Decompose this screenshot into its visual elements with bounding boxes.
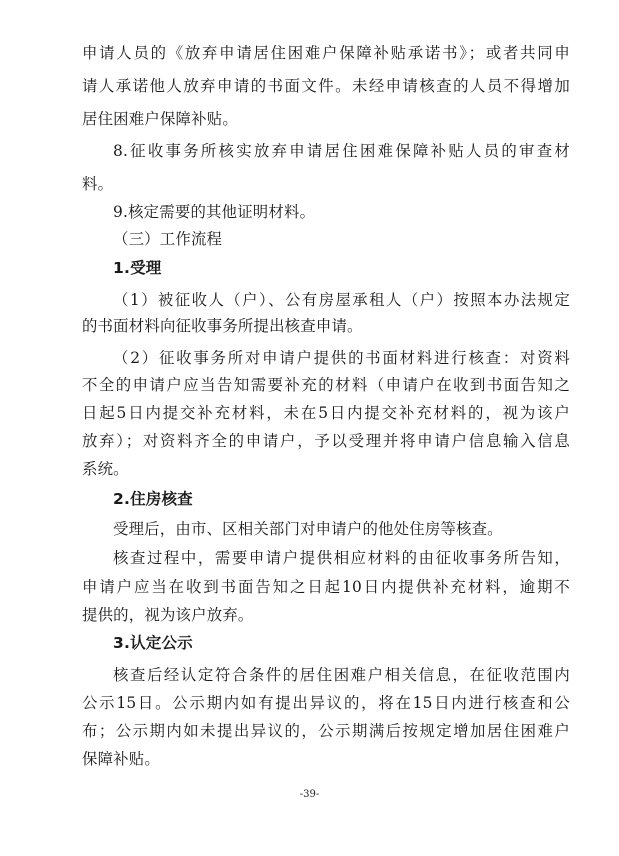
paragraph-line: 日起5日内提交补充材料，未在5日内提交补充材料的，视为该户 bbox=[82, 404, 570, 422]
subsection-heading-housing-check: 2.住房核查 bbox=[113, 490, 193, 508]
paragraph-line: 申请人员的《放弃申请居住困难户保障补贴承诺书》；或者共同申 bbox=[82, 44, 570, 62]
paragraph-line: 保障补贴。 bbox=[82, 750, 160, 768]
list-item-9: 9.核定需要的其他证明材料。 bbox=[113, 203, 316, 221]
paragraph-line: 受理后，由市、区相关部门对申请户的他处住房等核查。 bbox=[113, 520, 503, 538]
subsection-heading-publicity: 3.认定公示 bbox=[113, 634, 193, 652]
paragraph-line: 请人承诺他人放弃申请的书面文件。未经申请核查的人员不得增加 bbox=[82, 77, 570, 95]
paragraph-line: （2）征收事务所对申请户提供的书面材料进行核查：对资料 bbox=[113, 349, 570, 367]
paragraph-line: 布；公示期内如未提出异议的，公示期满后按规定增加居住困难户 bbox=[82, 722, 570, 740]
paragraph-line: （1）被征收人（户）、公有房屋承租人（户）按照本办法规定 bbox=[113, 291, 570, 309]
paragraph-line: 不全的申请户应当告知需要补充的材料（申请户在收到书面告知之 bbox=[82, 376, 570, 394]
paragraph-line: 申请户应当在收到书面告知之日起10日内提供补充材料，逾期不 bbox=[82, 578, 570, 596]
list-item-8: 8.征收事务所核实放弃申请居住困难保障补贴人员的审查材 bbox=[113, 142, 570, 160]
subsection-heading-acceptance: 1.受理 bbox=[113, 259, 162, 277]
paragraph-line: 核查过程中，需要申请户提供相应材料的由征收事务所告知， bbox=[113, 549, 570, 567]
paragraph-line: 系统。 bbox=[82, 460, 129, 478]
paragraph-line: 放弃）；对资料齐全的申请户，予以受理并将申请户信息输入信息 bbox=[82, 432, 570, 450]
page-number: -39- bbox=[299, 789, 320, 800]
section-heading: （三）工作流程 bbox=[113, 230, 223, 248]
paragraph-line: 的书面材料向征收事务所提出核查申请。 bbox=[82, 317, 363, 335]
paragraph-line: 核查后经认定符合条件的居住困难户相关信息，在征收范围内 bbox=[113, 666, 570, 684]
paragraph-line: 公示15日。公示期内如有提出异议的，将在15日内进行核查和公 bbox=[82, 694, 570, 712]
paragraph-line: 居住困难户保障补贴。 bbox=[82, 110, 238, 128]
paragraph-line: 提供的，视为该户放弃。 bbox=[82, 606, 254, 624]
paragraph-line: 料。 bbox=[82, 175, 114, 193]
